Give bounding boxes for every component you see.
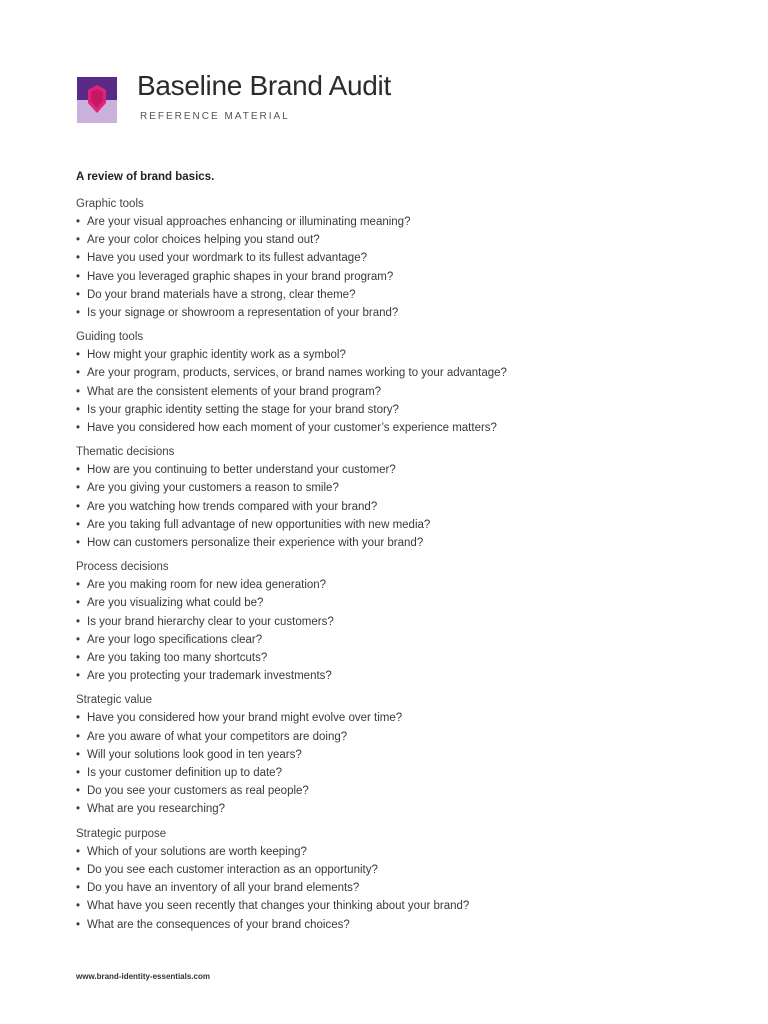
list-item: • Is your customer definition up to date? <box>76 764 716 782</box>
list-item: • Are your program, products, services, or brand names working to your advantage? <box>76 364 716 382</box>
list-item: • What are the consistent elements of your brand program? <box>76 383 716 401</box>
footer-url: www.brand-identity-essentials.com <box>76 972 210 981</box>
question-list <box>76 461 716 552</box>
list-item: • Do you see each customer interaction as an opportunity? <box>76 861 716 879</box>
list-item: • Is your signage or showroom a representation of your brand? <box>76 304 716 322</box>
list-item: • Are your visual approaches enhancing or illuminating meaning? <box>76 213 716 231</box>
list-item: • Are you watching how trends compared with your brand? <box>76 498 716 516</box>
list-item: • Are your logo specifications clear? <box>76 631 716 649</box>
page-subtitle: REFERENCE MATERIAL <box>140 111 290 122</box>
list-item: • Will your solutions look good in ten years? <box>76 746 716 764</box>
list-item: • Have you leveraged graphic shapes in your brand program? <box>76 268 716 286</box>
section-title: Strategic purpose <box>76 827 167 840</box>
list-item: • Are you protecting your trademark investments? <box>76 667 716 685</box>
list-item: • Are you visualizing what could be? <box>76 594 716 612</box>
question-list <box>76 576 716 685</box>
section-title: Process decisions <box>76 561 169 574</box>
section <box>76 558 716 685</box>
list-item: • Are you aware of what your competitors are doing? <box>76 728 716 746</box>
list-item: • What are you researching? <box>76 800 716 818</box>
list-item: • Which of your solutions are worth keeping? <box>76 843 716 861</box>
question-list <box>76 709 716 818</box>
intro-heading: A review of brand basics. <box>76 171 215 183</box>
list-item: • How are you continuing to better understand your customer? <box>76 461 716 479</box>
list-item: • Is your graphic identity setting the stage for your brand story? <box>76 401 716 419</box>
brand-shield-icon <box>77 77 117 123</box>
list-item: • What have you seen recently that changes your thinking about your brand? <box>76 897 716 915</box>
section <box>76 443 716 552</box>
list-item: • Have you considered how your brand might evolve over time? <box>76 709 716 727</box>
list-item: • Are your color choices helping you stand out? <box>76 231 716 249</box>
list-item: • Do you have an inventory of all your brand elements? <box>76 879 716 897</box>
list-item: • How can customers personalize their experience with your brand? <box>76 534 716 552</box>
list-item: • Do you see your customers as real people? <box>76 782 716 800</box>
logo <box>77 77 117 123</box>
question-list <box>76 213 716 322</box>
list-item: • How might your graphic identity work as a symbol? <box>76 346 716 364</box>
list-item: • Is your brand hierarchy clear to your customers? <box>76 613 716 631</box>
section-title: Strategic value <box>76 694 153 707</box>
list-item: • Are you taking too many shortcuts? <box>76 649 716 667</box>
list-item: • Do your brand materials have a strong, clear theme? <box>76 286 716 304</box>
section-title: Thematic decisions <box>76 446 175 459</box>
sections-list <box>76 195 716 934</box>
section <box>76 691 716 818</box>
list-item: • Are you taking full advantage of new opportunities with new media? <box>76 516 716 534</box>
page-title: Baseline Brand Audit <box>137 70 391 101</box>
section-title: Guiding tools <box>76 331 144 344</box>
section <box>76 195 716 322</box>
list-item: • Have you considered how each moment of your customer’s experience matters? <box>76 419 716 437</box>
question-list <box>76 843 716 934</box>
section <box>76 328 716 437</box>
section <box>76 825 716 934</box>
question-list <box>76 346 716 437</box>
list-item: • What are the consequences of your brand choices? <box>76 916 716 934</box>
section-title: Graphic tools <box>76 198 144 210</box>
list-item: • Have you used your wordmark to its fullest advantage? <box>76 249 716 267</box>
list-item: • Are you making room for new idea generation? <box>76 576 716 594</box>
list-item: • Are you giving your customers a reason to smile? <box>76 479 716 497</box>
audit-content <box>76 168 716 940</box>
